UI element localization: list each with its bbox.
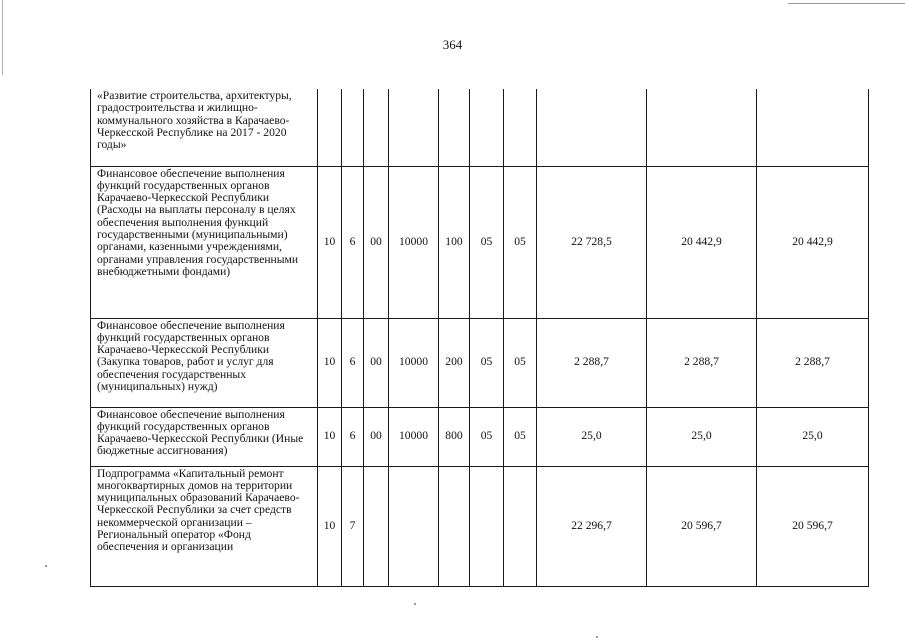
amount-cell: 2 288,7 — [537, 318, 647, 407]
amount-cell: 25,0 — [647, 407, 757, 466]
amount-cell: 22 296,7 — [537, 466, 647, 586]
amount-cell: 20 442,9 — [757, 166, 869, 318]
amount-cell: 25,0 — [537, 407, 647, 466]
code-cell — [342, 89, 364, 166]
code-cell — [364, 466, 389, 586]
amount-cell: 25,0 — [757, 407, 869, 466]
code-cell — [439, 89, 470, 166]
code-cell — [389, 466, 439, 586]
amount-cell: 2 288,7 — [757, 318, 869, 407]
code-cell — [504, 89, 537, 166]
code-cell: 10000 — [389, 407, 439, 466]
code-cell: 05 — [504, 318, 537, 407]
scan-speck — [45, 565, 47, 567]
code-cell: 10 — [318, 407, 342, 466]
code-cell — [470, 466, 504, 586]
code-cell: 800 — [439, 407, 470, 466]
code-cell: 6 — [342, 166, 364, 318]
code-cell: 10 — [318, 466, 342, 586]
code-cell: 200 — [439, 318, 470, 407]
scan-edge-top — [788, 3, 905, 4]
code-cell — [504, 466, 537, 586]
row-description: Подпрограмма «Капитальный ремонт многоквартирных домов на территории муниципальных образований Карачаево-Черкесской Республики за счет средств некоммерческой организации – Региональный оператор «Фонд обеспечения и организации — [91, 466, 318, 586]
code-cell: 10 — [318, 318, 342, 407]
table-row — [91, 166, 869, 318]
code-cell — [318, 89, 342, 166]
code-cell: 10000 — [389, 318, 439, 407]
code-cell: 05 — [470, 318, 504, 407]
amount-cell: 20 596,7 — [647, 466, 757, 586]
code-cell — [470, 89, 504, 166]
code-cell: 10000 — [389, 166, 439, 318]
budget-table — [90, 89, 869, 587]
table-row — [91, 466, 869, 586]
code-cell — [389, 89, 439, 166]
code-cell: 6 — [342, 407, 364, 466]
scan-speck — [596, 636, 598, 638]
code-cell: 05 — [504, 166, 537, 318]
row-description: Финансовое обеспечение выполнения функций государственных органов Карачаево-Черкесской Республики (Иные бюджетные ассигнования) — [91, 407, 318, 466]
code-cell: 00 — [364, 318, 389, 407]
code-cell — [439, 466, 470, 586]
row-description: Финансовое обеспечение выполнения функций государственных органов Карачаево-Черкесской Республики (Расходы на выплаты персоналу в целях обеспечения выполнения функций государственными (муниципальными) органами, казенными учреждениями, органами управления государственными внебюджетными фондами) — [91, 166, 318, 318]
amount-cell: 20 596,7 — [757, 466, 869, 586]
code-cell: 10 — [318, 166, 342, 318]
amount-cell — [537, 89, 647, 166]
code-cell: 100 — [439, 166, 470, 318]
code-cell: 05 — [470, 166, 504, 318]
code-cell: 6 — [342, 318, 364, 407]
row-description: «Развитие строительства, архитектуры, градостроительства и жилищно-коммунального хозяйства в Карачаево-Черкесской Республике на 2017 - 2020 годы» — [91, 89, 318, 166]
amount-cell: 2 288,7 — [647, 318, 757, 407]
code-cell — [364, 89, 389, 166]
code-cell: 05 — [504, 407, 537, 466]
amount-cell: 22 728,5 — [537, 166, 647, 318]
amount-cell — [757, 89, 869, 166]
code-cell: 05 — [470, 407, 504, 466]
table-row — [91, 89, 869, 166]
code-cell: 7 — [342, 466, 364, 586]
row-description: Финансовое обеспечение выполнения функций государственных органов Карачаево-Черкесской Республики (Закупка товаров, работ и услуг для обеспечения государственных (муниципальных) нужд) — [91, 318, 318, 407]
amount-cell — [647, 89, 757, 166]
amount-cell: 20 442,9 — [647, 166, 757, 318]
table-row — [91, 407, 869, 466]
code-cell: 00 — [364, 166, 389, 318]
scan-speck — [414, 603, 416, 605]
code-cell: 00 — [364, 407, 389, 466]
page-number: 364 — [442, 37, 463, 52]
table-row — [91, 318, 869, 407]
